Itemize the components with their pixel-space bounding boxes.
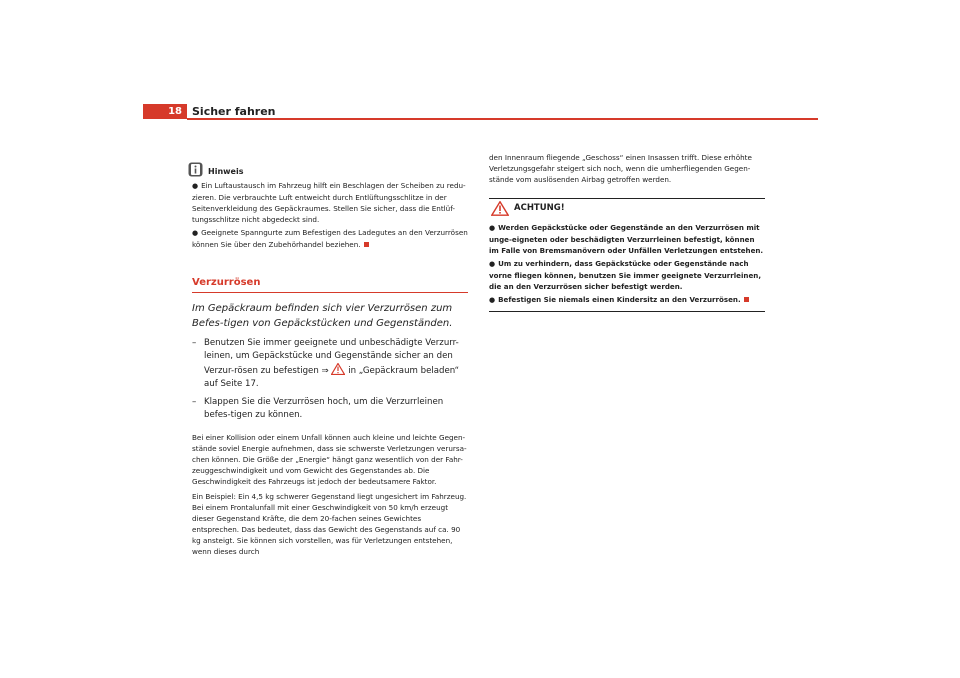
end-square-icon bbox=[744, 297, 749, 302]
warning-triangle-icon bbox=[331, 363, 345, 375]
note-bullet bbox=[192, 227, 468, 250]
note-bullet bbox=[192, 180, 468, 225]
left-column bbox=[192, 160, 468, 557]
step-dash: – bbox=[192, 397, 197, 407]
bullet-dot: ● bbox=[489, 260, 496, 268]
end-square-icon bbox=[364, 242, 369, 247]
bullet-dot: ● bbox=[192, 182, 199, 190]
continuation-paragraph: den Innenraum fliegende „Geschoss“ einen Insassen trifft. Diese erhöhte Verletzungsgefahr steigert sich noch, wenn die umherfliegenden Gegen-stände vom auslösenden Airbag getroffen werden. bbox=[489, 153, 752, 184]
warning-title: ACHTUNG! bbox=[514, 202, 565, 213]
note-title: Hinweis bbox=[208, 167, 244, 176]
note-block bbox=[192, 160, 468, 250]
body-paragraph: Ein Beispiel: Ein 4,5 kg schwerer Gegenstand liegt ungesichert im Fahrzeug. Bei einem Frontalunfall mit einer Geschwindigkeit von 50 km/h erzeugt dieser Gegenstand Kräfte, die dem 20-fachen seines Gewichtes entsprechen. Das bedeutet, dass das Gewicht des Gegenstands auf ca. 90 kg ansteigt. Sie können sich vorstellen, was für Verletzungen entstehen, wenn dieses durch bbox=[192, 492, 467, 556]
header-rule bbox=[187, 118, 818, 120]
warning-body bbox=[489, 217, 765, 310]
section-lead: Im Gepäckraum befinden sich vier Verzurrösen zum Befes-tigen von Gepäckstücken und Gegenständen. bbox=[192, 303, 453, 329]
step-dash: – bbox=[192, 338, 197, 348]
warning-triangle-icon bbox=[491, 201, 509, 216]
step-text-before: Benutzen Sie immer geeignete und unbeschädigte Verzurr-leinen, um Gepäckstücke und Gegenstände sicher an den Verzur-rösen zu befestigen ⇒ bbox=[204, 338, 459, 376]
warning-bullet-text: Werden Gepäckstücke oder Gegenstände an den Verzurrösen mit unge-eigneten oder beschädigten Verzurrleinen befestigt, können im Falle von Bremsmanövern oder Unfällen Verletzungen entstehen. bbox=[489, 223, 764, 255]
warning-header bbox=[489, 198, 765, 217]
warning-bullet-text: Um zu verhindern, dass Gepäckstücke oder Gegenstände nach vorne fliegen können, benutzen Sie immer geeignete Verzurrleinen, die an den Verzurrösen sicher befestigt werden. bbox=[489, 259, 762, 291]
right-column bbox=[489, 152, 765, 312]
note-header bbox=[188, 160, 468, 177]
warning-bullet bbox=[489, 294, 765, 306]
info-note-icon bbox=[188, 162, 203, 177]
step-text: Klappen Sie die Verzurrösen hoch, um die Verzurrleinen befes-tigen zu können. bbox=[204, 397, 444, 420]
page-number: 18 bbox=[143, 104, 187, 119]
step-list bbox=[192, 337, 468, 422]
step-text-after: in „Gepäckraum beladen“ auf Seite 17. bbox=[204, 366, 460, 389]
bullet-dot: ● bbox=[489, 296, 496, 304]
step-item bbox=[192, 337, 468, 391]
warning-box bbox=[489, 198, 765, 312]
step-text bbox=[204, 337, 468, 391]
bullet-dot: ● bbox=[192, 229, 199, 237]
body-paragraph: Bei einer Kollision oder einem Unfall können auch kleine und leichte Gegen-stände soviel Energie aufnehmen, dass sie schwerste Verletzungen verursa-chen können. Die Größe der „Energie“ hängt ganz wesentlich von der Fahr-zeuggeschwindigkeit und vom Gewicht des Gegenstandes ab. Die Geschwindigkeit des Fahrzeugs ist jedoch der bedeutsamere Faktor. bbox=[192, 433, 467, 486]
warning-bullet-text: Befestigen Sie niemals einen Kindersitz an den Verzurrösen. bbox=[498, 295, 741, 304]
note-bullet-text: Ein Luftaustausch im Fahrzeug hilft ein Beschlagen der Scheiben zu redu-zieren. Die verbrauchte Luft entweicht durch Entlüftungsschlitze in der Seitenverkleidung des Gepäckraumes. Stellen Sie sicher, dass die Entlüf-tungsschlitze nicht abgedeckt sind. bbox=[192, 181, 466, 224]
bullet-dot: ● bbox=[489, 224, 496, 232]
step-item bbox=[192, 396, 468, 422]
note-bullet-text: Geeignete Spanngurte zum Befestigen des Ladegutes an den Verzurrösen können Sie über den Zubehörhandel beziehen. bbox=[192, 228, 468, 249]
warning-bullet bbox=[489, 222, 765, 256]
section-heading: Verzurrösen bbox=[192, 277, 468, 293]
page-header-title: Sicher fahren bbox=[192, 105, 276, 118]
warning-bullet bbox=[489, 258, 765, 292]
